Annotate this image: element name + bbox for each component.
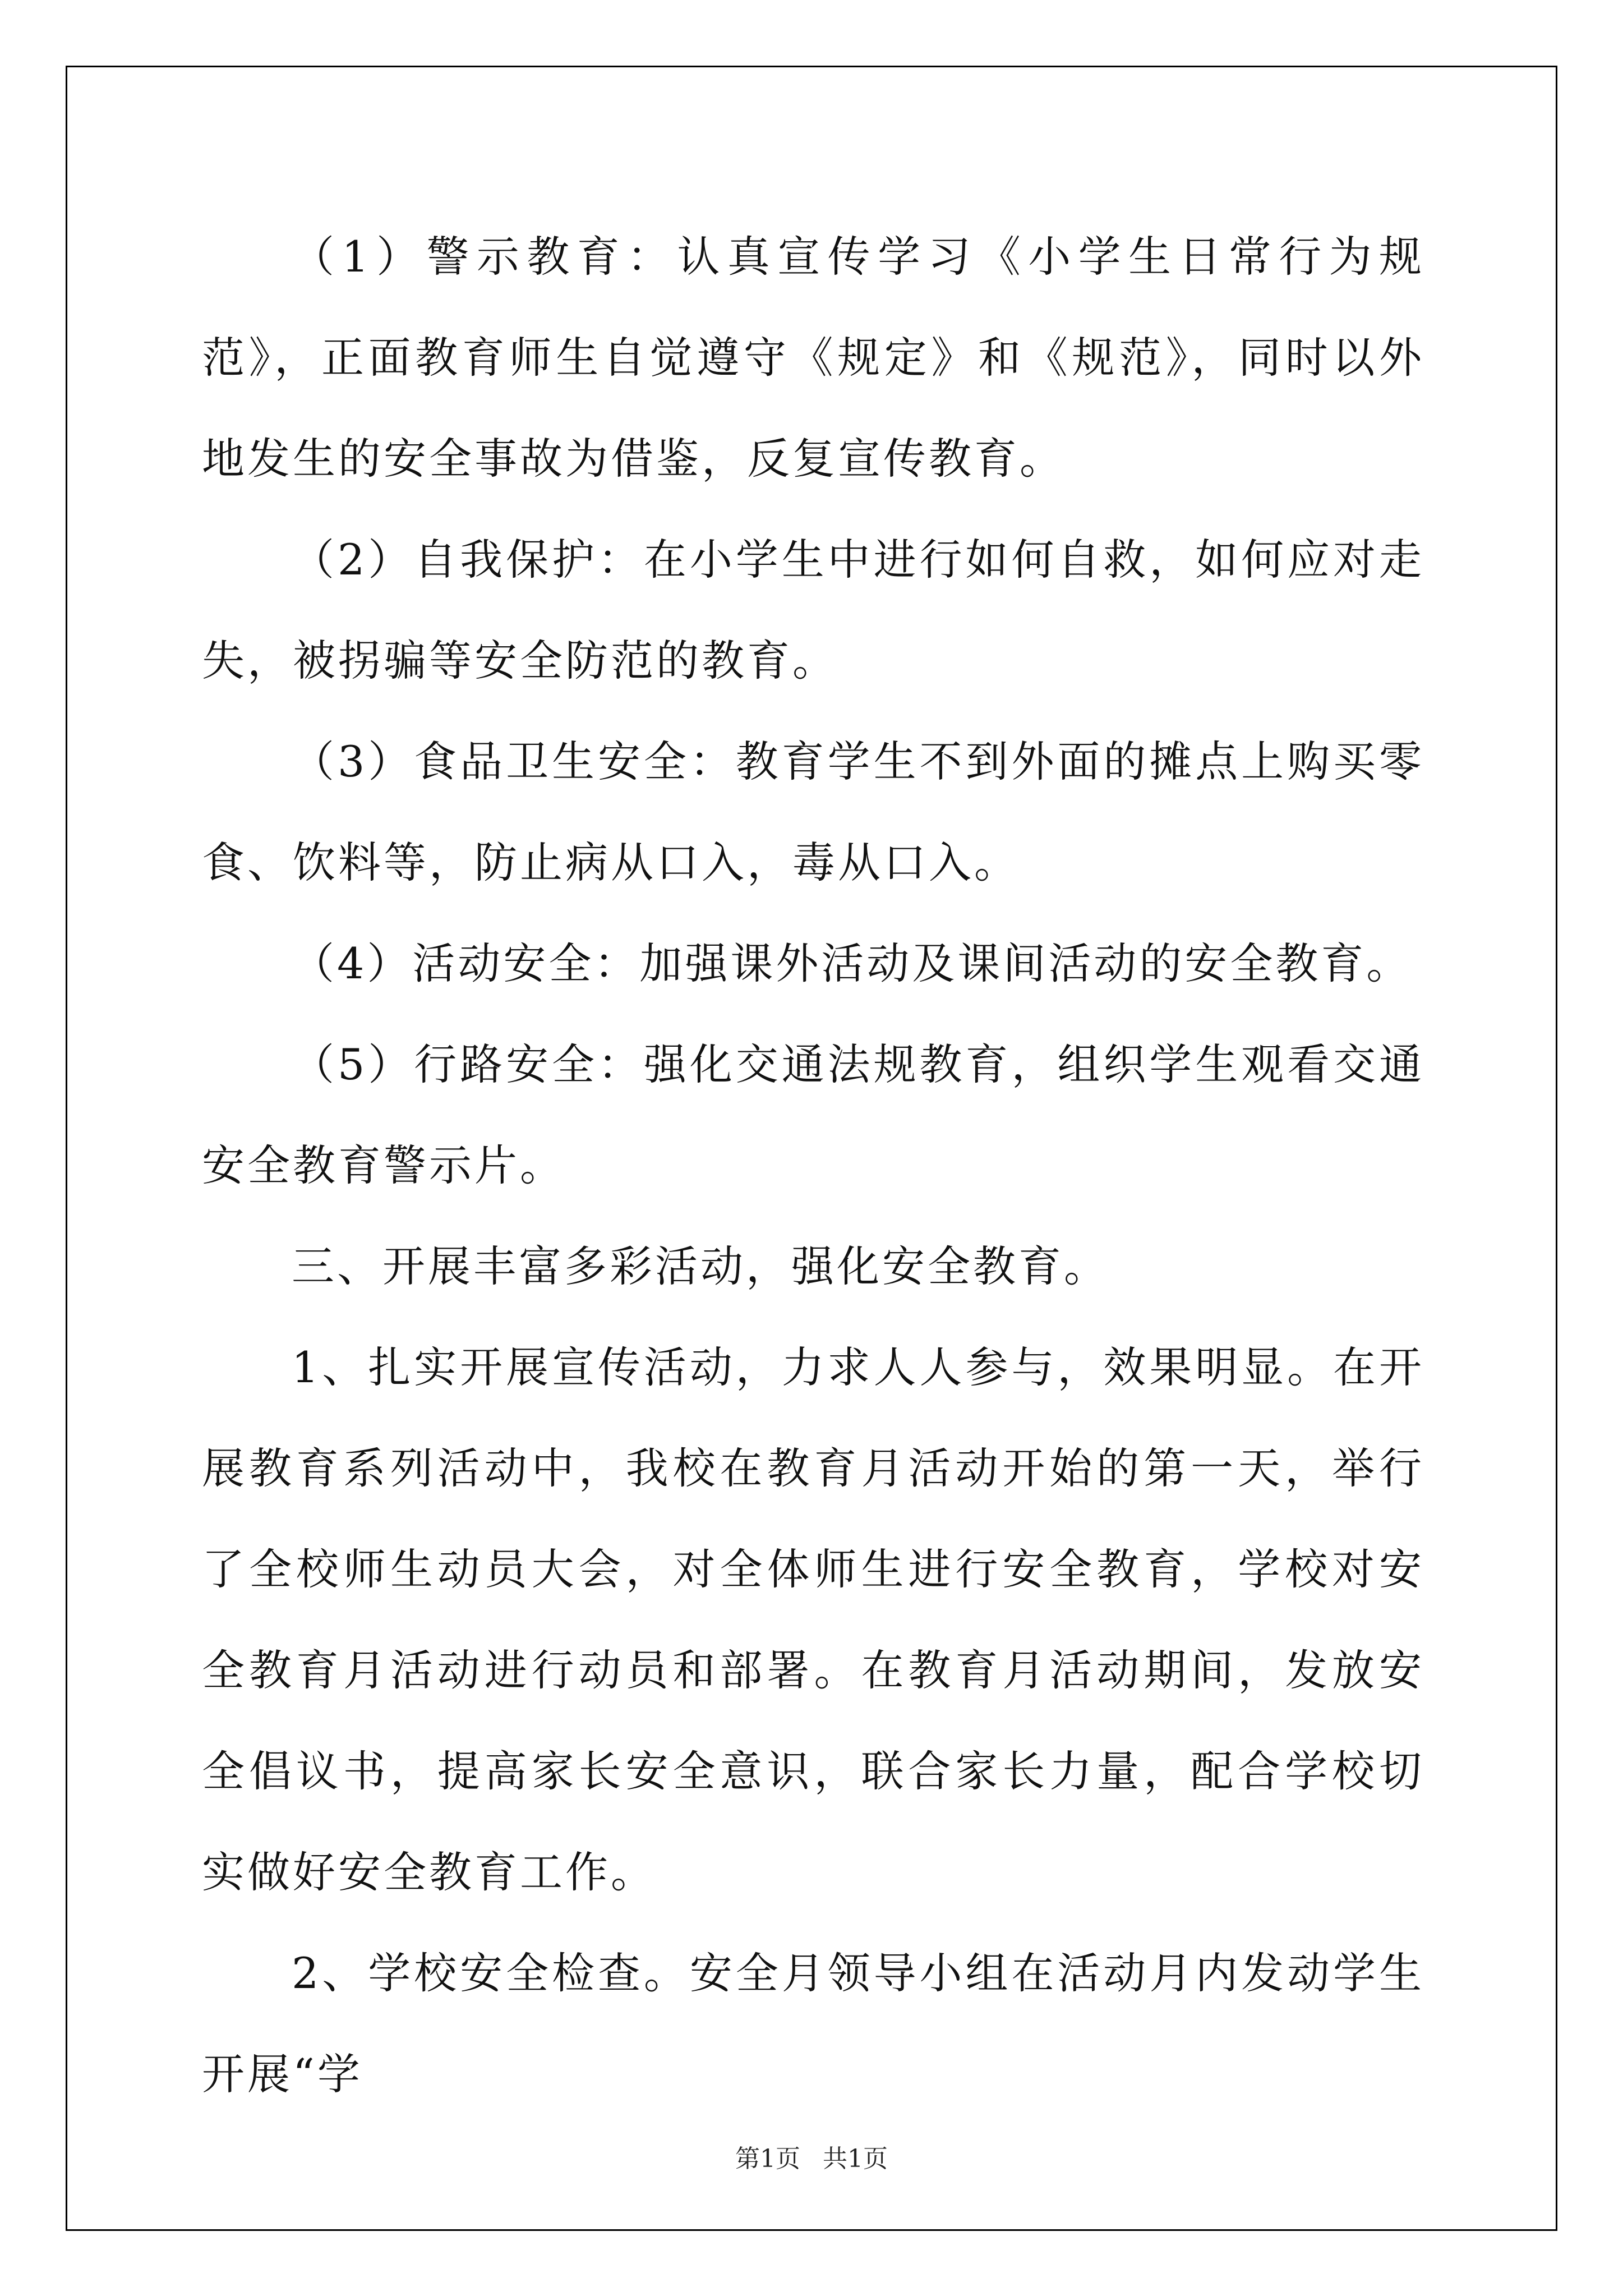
page-footer <box>0 2138 1623 2174</box>
paragraph-self-protection: （2）自我保护：在小学生中进行如何自救，如何应对走失，被拐骗等安全防范的教育。 <box>202 535 1424 685</box>
paragraph-safety-inspection: 2、学校安全检查。安全月领导小组在活动月内发动学生开展“学 <box>202 1948 1424 2099</box>
document-body <box>202 206 1424 2125</box>
paragraph-food-safety: （3）食品卫生安全：教育学生不到外面的摊点上购买零食、饮料等，防止病从口入，毒从口入。 <box>202 737 1424 887</box>
page-number: 第1页 <box>735 2145 800 2173</box>
paragraph-publicity-activities: 1、扎实开展宣传活动，力求人人参与，效果明显。在开展教育系列活动中，我校在教育月活动开始的第一天，举行了全校师生动员大会，对全体师生进行安全教育，学校对安全教育月活动进行动员和部署。在教育月活动期间，发放安全倡议书，提高家长安全意识，联合家长力量，配合学校切实做好安全教育工作。 <box>202 1342 1424 1897</box>
section-heading-activities: 三、开展丰富多彩活动，强化安全教育。 <box>292 1241 1109 1291</box>
page-total: 共1页 <box>823 2145 888 2173</box>
paragraph-warning-education: （1）警示教育：认真宣传学习《小学生日常行为规范》，正面教育师生自觉遵守《规定》和《规范》，同时以外地发生的安全事故为借鉴，反复宣传教育。 <box>202 232 1424 484</box>
paragraph-road-safety: （5）行路安全：强化交通法规教育，组织学生观看交通安全教育警示片。 <box>202 1039 1424 1190</box>
paragraph-activity-safety: （4）活动安全：加强课外活动及课间活动的安全教育。 <box>292 938 1412 988</box>
